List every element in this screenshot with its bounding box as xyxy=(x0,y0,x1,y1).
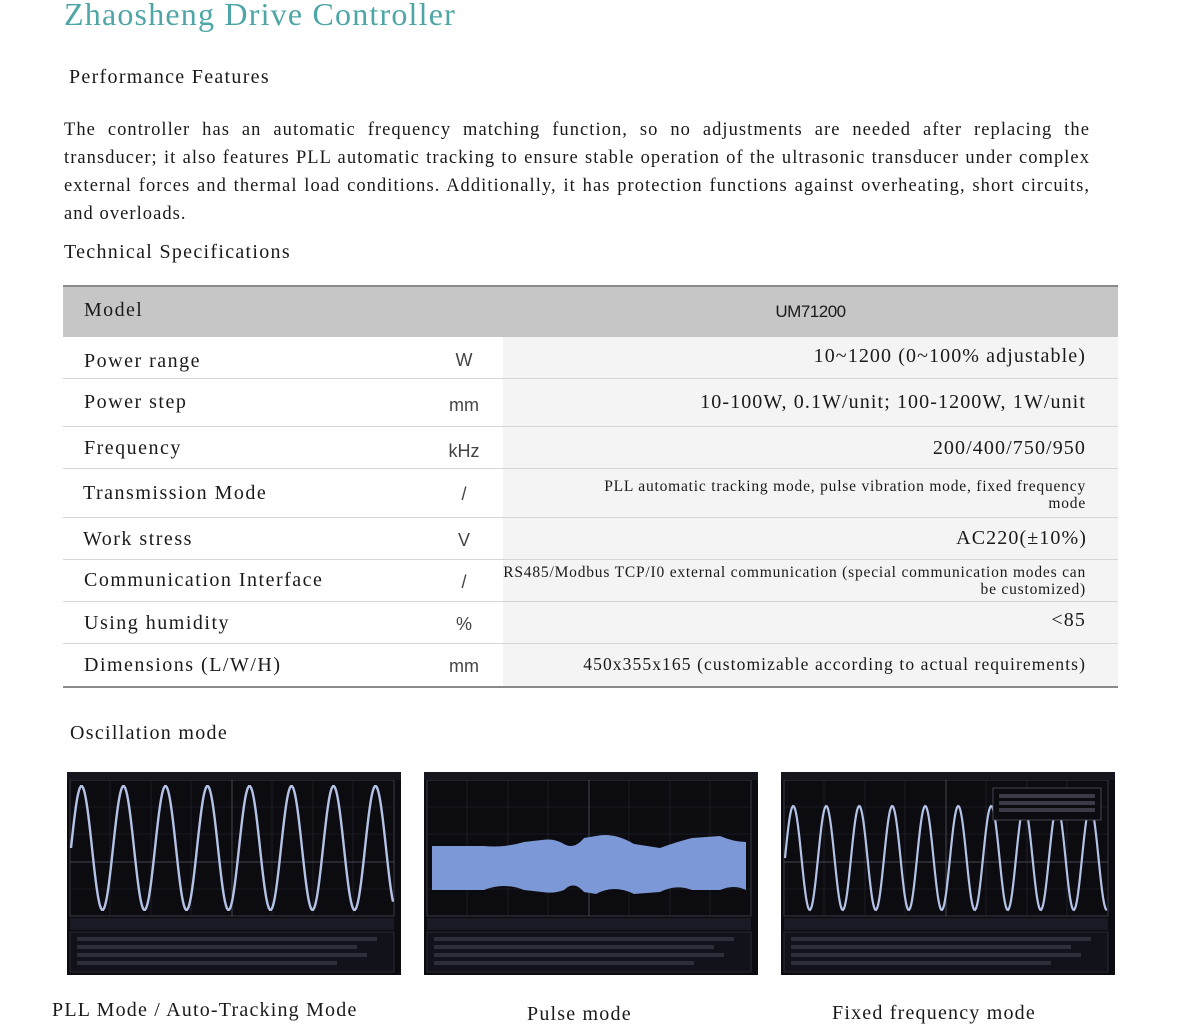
spec-name: Using humidity xyxy=(84,612,231,634)
spec-value: 10~1200 (0~100% adjustable) xyxy=(813,345,1086,367)
oscilloscope-pll-image xyxy=(67,772,401,975)
spec-name: Frequency xyxy=(84,437,182,459)
spec-unit: mm xyxy=(449,395,479,415)
spec-value: 200/400/750/950 xyxy=(932,437,1086,459)
spec-row-communication-interface xyxy=(63,560,1118,602)
spec-name: Communication Interface xyxy=(84,569,324,591)
spec-unit: V xyxy=(457,530,470,550)
spec-row-transmission-mode xyxy=(63,469,1118,518)
specifications-heading: Technical Specifications xyxy=(64,241,291,263)
spec-row-dimensions xyxy=(63,644,1118,688)
performance-heading: Performance Features xyxy=(69,66,270,88)
spec-value: RS485/Modbus TCP/I0 external communication (special communication modes can be customized) xyxy=(503,564,1086,598)
spec-value: 450x355x165 (customizable according to actual requirements) xyxy=(583,654,1086,674)
specifications-table xyxy=(63,285,1118,676)
caption-pulse-mode: Pulse mode xyxy=(527,1003,632,1025)
spec-value: AC220(±10%) xyxy=(956,527,1087,549)
spec-name: Transmission Mode xyxy=(83,482,268,504)
spec-name: Power step xyxy=(84,391,188,413)
spec-unit: / xyxy=(461,484,467,504)
spec-name: Power range xyxy=(84,350,202,372)
model-label: Model xyxy=(84,299,144,321)
table-header-row xyxy=(63,285,1118,337)
spec-row-work-stress xyxy=(63,518,1118,560)
model-value: UM71200 xyxy=(775,302,846,321)
oscillation-heading: Oscillation mode xyxy=(70,722,228,744)
caption-pll-mode: PLL Mode / Auto-Tracking Mode xyxy=(52,999,358,1021)
spec-name: Work stress xyxy=(83,528,193,550)
spec-unit: W xyxy=(455,350,473,370)
spec-row-power-step xyxy=(63,379,1118,427)
spec-value: <85 xyxy=(1051,609,1086,631)
spec-unit: % xyxy=(455,614,472,634)
spec-value: 10-100W, 0.1W/unit; 100-1200W, 1W/unit xyxy=(700,391,1086,413)
spec-row-using-humidity xyxy=(63,602,1118,644)
spec-unit: mm xyxy=(449,656,479,676)
spec-row-power-range xyxy=(63,337,1118,379)
spec-row-frequency xyxy=(63,427,1118,469)
oscilloscope-pulse-image xyxy=(424,772,758,975)
performance-description: The controller has an automatic frequency matching function, so no adjustments are needed after replacing the transducer; it also features PLL automatic tracking to ensure stable operation of the ultrasonic transducer under complex external forces and thermal load conditions. Additionally, it has protection functions against overheating, short circuits, and overloads. xyxy=(64,120,1090,224)
spec-unit: / xyxy=(461,572,467,592)
spec-value: PLL automatic tracking mode, pulse vibration mode, fixed frequency mode xyxy=(604,478,1086,512)
oscilloscope-fixed-frequency-image xyxy=(781,772,1115,975)
page-title: Zhaosheng Drive Controller xyxy=(64,0,456,32)
spec-unit: kHz xyxy=(448,441,480,461)
spec-name: Dimensions (L/W/H) xyxy=(84,654,282,676)
caption-fixed-frequency-mode: Fixed frequency mode xyxy=(832,1002,1036,1024)
